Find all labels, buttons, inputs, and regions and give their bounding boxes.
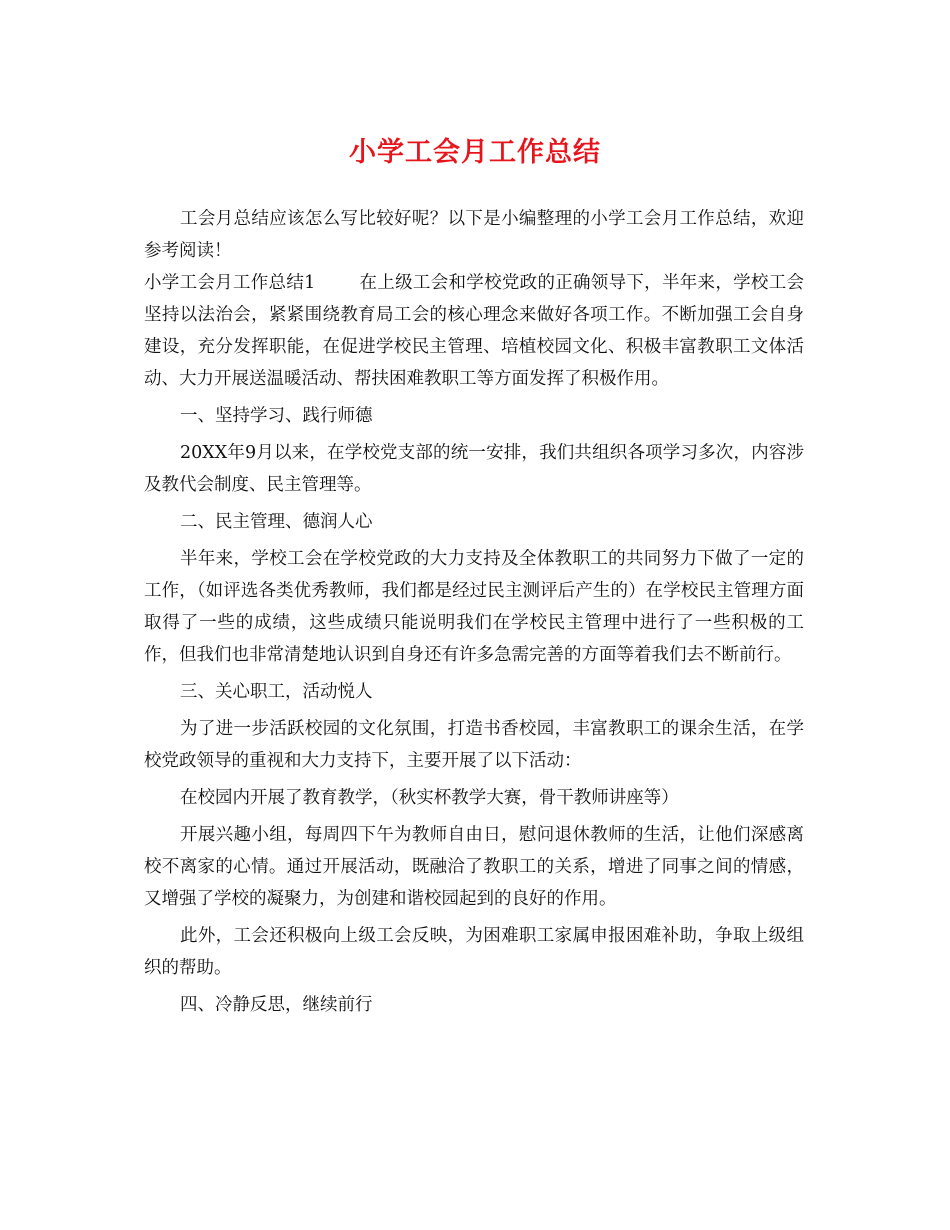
section-paragraph-2: 半年来，学校工会在学校党政的大力支持及全体教职工的共同努力下做了一定的工作，（如评选各类优秀教师，我们都是经过民主测评后产生的）在学校民主管理方面取得了一些的成绩，这些成绩只能说明我们在学校民主管理中进行了一些积极的工作，但我们也非常清楚地认识到自身还有许多急需完善的方面等着我们去不断前行。 — [144, 549, 804, 665]
section-paragraph-3c: 开展兴趣小组，每周四下午为教师自由日，慰问退休教师的生活，让他们深感离校不离家的心情。通过开展活动，既融洽了教职工的关系，增进了同事之间的情感，又增强了学校的凝聚力，为创建和谐校园起到的良好的作用。 — [144, 825, 804, 909]
document-title: 小学工会月工作总结 — [349, 137, 601, 168]
section-paragraph-3b: 在校园内开展了教育教学，（秋实杯教学大赛，骨干教师讲座等） — [180, 788, 679, 808]
section-heading-1: 一、坚持学习、践行师德 — [180, 406, 373, 426]
summary-paragraph — [144, 267, 804, 395]
section-heading-2: 二、民主管理、德润人心 — [180, 512, 373, 532]
summary-heading: 小学工会月工作总结1 — [144, 273, 316, 293]
section-paragraph-3d: 此外，工会还积极向上级工会反映，为困难职工家属申报困难补助，争取上级组织的帮助。 — [144, 926, 804, 978]
intro-paragraph: 工会月总结应该怎么写比较好呢？以下是小编整理的小学工会月工作总结，欢迎参考阅读！ — [144, 209, 804, 261]
summary-text: 在上级工会和学校党政的正确领导下，半年来，学校工会坚持以法治会，紧紧围绕教育局工会的核心理念来做好各项工作。不断加强工会自身建设，充分发挥职能，在促进学校民主管理、培植校园文化、积极丰富教职工文体活动、大力开展送温暖活动、帮扶困难教职工等方面发挥了积极作用。 — [144, 273, 804, 389]
section-paragraph-1: 20XX年9月以来，在学校党支部的统一安排，我们共组织各项学习多次，内容涉及教代会制度、民主管理等。 — [144, 443, 804, 495]
section-heading-4: 四、冷静反思，继续前行 — [180, 995, 373, 1015]
section-heading-3: 三、关心职工，活动悦人 — [180, 682, 373, 702]
document-body — [144, 203, 804, 1021]
section-paragraph-3a: 为了进一步活跃校园的文化氛围，打造书香校园，丰富教职工的课余生活，在学校党政领导的重视和大力支持下，主要开展了以下活动： — [144, 719, 804, 771]
